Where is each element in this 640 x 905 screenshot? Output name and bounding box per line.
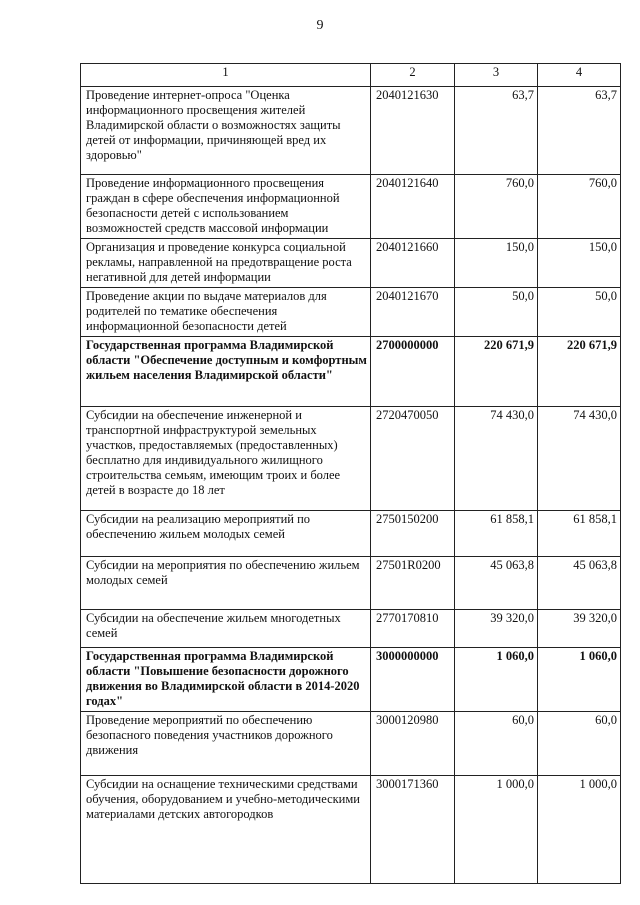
column-header-3: 3: [455, 64, 538, 87]
row-value-col4-cell: 61 858,1: [538, 511, 621, 557]
row-value-col3-cell: 150,0: [455, 239, 538, 288]
row-code-cell: 3000171360: [371, 776, 455, 884]
row-value-col4-cell: 50,0: [538, 288, 621, 337]
row-name-cell: Проведение интернет-опроса "Оценка информационного просвещения жителей Владимирской области о возможностях защиты детей от информации, причиняющей вред их здоровью": [81, 87, 371, 175]
row-code-cell: 27501R0200: [371, 557, 455, 610]
row-name-cell: Субсидии на обеспечение инженерной и транспортной инфраструктурой земельных участков, предоставляемых (предоставленных) бесплатно для индивидуального жилищного строительства семьям, имеющим троих и более детей в возрасте до 18 лет: [81, 407, 371, 511]
row-name-cell: Субсидии на мероприятия по обеспечению жильем молодых семей: [81, 557, 371, 610]
row-value-col3-cell: 60,0: [455, 712, 538, 776]
row-name-cell: Государственная программа Владимирской области "Повышение безопасности дорожного движения во Владимирской области в 2014-2020 годах": [81, 648, 371, 712]
table-row: [81, 557, 621, 610]
row-value-col3-cell: 74 430,0: [455, 407, 538, 511]
table-row: [81, 648, 621, 712]
table-row: [81, 511, 621, 557]
row-code-cell: 2040121630: [371, 87, 455, 175]
row-name-cell: Проведение акции по выдаче материалов для родителей по тематике обеспечения информационной безопасности детей: [81, 288, 371, 337]
row-value-col4-cell: 220 671,9: [538, 337, 621, 407]
column-header-4: 4: [538, 64, 621, 87]
table-row: [81, 337, 621, 407]
row-code-cell: 3000000000: [371, 648, 455, 712]
row-value-col3-cell: 63,7: [455, 87, 538, 175]
table-body: [81, 87, 621, 884]
row-name-cell: Организация и проведение конкурса социальной рекламы, направленной на предотвращение роста негативной для детей информации: [81, 239, 371, 288]
table-row: [81, 288, 621, 337]
table-row: [81, 175, 621, 239]
column-header-2: 2: [371, 64, 455, 87]
row-value-col4-cell: 1 000,0: [538, 776, 621, 884]
row-code-cell: 2770170810: [371, 610, 455, 648]
row-name-cell: Проведение информационного просвещения граждан в сфере обеспечения информационной безопасности детей с использованием возможностей средств массовой информации: [81, 175, 371, 239]
table-row: [81, 776, 621, 884]
column-header-1: 1: [81, 64, 371, 87]
row-value-col3-cell: 1 000,0: [455, 776, 538, 884]
row-name-cell: Государственная программа Владимирской области "Обеспечение доступным и комфортным жильем населения Владимирской области": [81, 337, 371, 407]
row-code-cell: 2720470050: [371, 407, 455, 511]
budget-table: [80, 63, 621, 884]
row-code-cell: 2700000000: [371, 337, 455, 407]
row-value-col4-cell: 39 320,0: [538, 610, 621, 648]
row-value-col4-cell: 63,7: [538, 87, 621, 175]
row-value-col3-cell: 220 671,9: [455, 337, 538, 407]
row-value-col3-cell: 1 060,0: [455, 648, 538, 712]
row-value-col3-cell: 61 858,1: [455, 511, 538, 557]
row-code-cell: 2040121640: [371, 175, 455, 239]
row-name-cell: Субсидии на реализацию мероприятий по обеспечению жильем молодых семей: [81, 511, 371, 557]
row-value-col3-cell: 39 320,0: [455, 610, 538, 648]
row-name-cell: Субсидии на оснащение техническими средствами обучения, оборудованием и учебно-методическими материалами детских автогородков: [81, 776, 371, 884]
table-row: [81, 239, 621, 288]
row-value-col4-cell: 1 060,0: [538, 648, 621, 712]
table-row: [81, 712, 621, 776]
table-row: [81, 87, 621, 175]
row-value-col4-cell: 45 063,8: [538, 557, 621, 610]
row-value-col4-cell: 760,0: [538, 175, 621, 239]
table-header-row: [81, 64, 621, 87]
row-value-col3-cell: 760,0: [455, 175, 538, 239]
row-name-cell: Проведение мероприятий по обеспечению безопасного поведения участников дорожного движения: [81, 712, 371, 776]
row-code-cell: 2750150200: [371, 511, 455, 557]
row-code-cell: 2040121660: [371, 239, 455, 288]
table-row: [81, 407, 621, 511]
row-value-col3-cell: 45 063,8: [455, 557, 538, 610]
row-code-cell: 3000120980: [371, 712, 455, 776]
page-number: 9: [316, 18, 324, 33]
row-code-cell: 2040121670: [371, 288, 455, 337]
row-value-col4-cell: 74 430,0: [538, 407, 621, 511]
table-row: [81, 610, 621, 648]
row-value-col4-cell: 60,0: [538, 712, 621, 776]
row-value-col4-cell: 150,0: [538, 239, 621, 288]
row-name-cell: Субсидии на обеспечение жильем многодетных семей: [81, 610, 371, 648]
row-value-col3-cell: 50,0: [455, 288, 538, 337]
